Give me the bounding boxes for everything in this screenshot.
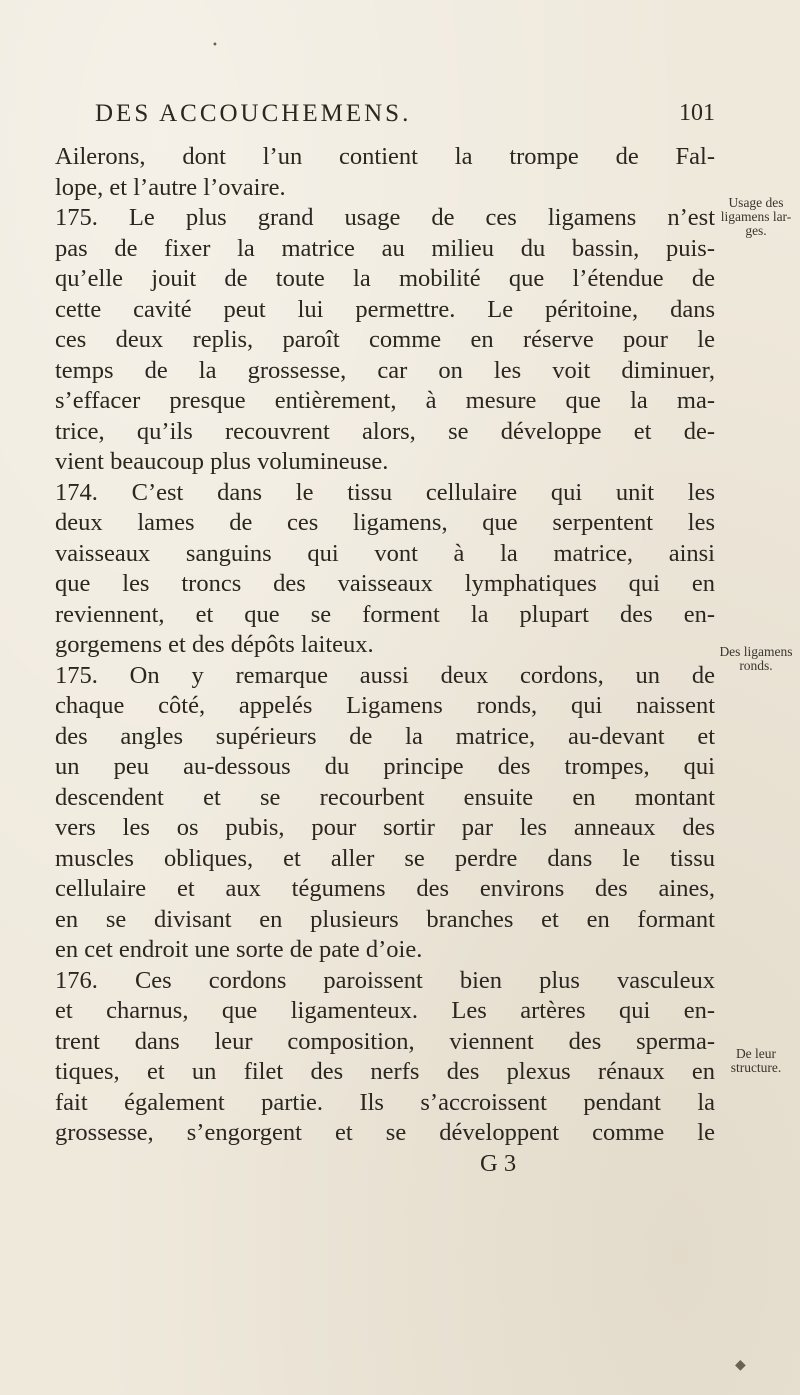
text-line: deux lames de ces ligamens, que serpentent les [55, 509, 715, 536]
text-line: grossesse, s’engorgent et se développent comme le [55, 1119, 715, 1146]
text-line: vaisseaux sanguins qui vont à la matrice, ainsi [55, 539, 715, 567]
margin-note [714, 645, 798, 673]
text-line: pas de fixer la matrice au milieu du bassin, puis- [55, 234, 715, 262]
text-line: 175. On y remarque aussi deux cordons, un de [55, 661, 715, 689]
ink-speck: • [212, 40, 218, 51]
text-line: descendent et se recourbent ensuite en montant [55, 783, 715, 811]
text-line: Ailerons, dont l’un contient la trompe de Fal- [55, 143, 715, 170]
text-line: un peu au-dessous du principe des trompes, qui [55, 753, 715, 780]
text-line: 175. Le plus grand usage de ces ligamens n’est [55, 204, 715, 231]
text-line: vient beaucoup plus volumineuse. [55, 448, 389, 475]
margin-note-line: Usage des [728, 195, 784, 210]
text-line: et charnus, que ligamenteux. Les artères qui en- [55, 997, 715, 1024]
text-line: gorgemens et des dépôts laiteux. [55, 631, 374, 658]
margin-note-line: ronds. [739, 658, 773, 673]
text-line: trent dans leur composition, viennent des sperma- [55, 1027, 715, 1055]
running-title: DES ACCOUCHEMENS. [95, 100, 412, 127]
text-line: vers les os pubis, pour sortir par les anneaux des [55, 814, 715, 841]
text-line: ces deux replis, paroît comme en réserve pour le [55, 326, 715, 353]
margin-note [714, 1047, 798, 1075]
text-line: cellulaire et aux tégumens des environs des aines, [55, 875, 715, 902]
margin-note-line: ligamens lar- [720, 209, 792, 224]
ink-speck: ◆ [735, 1357, 746, 1373]
margin-note-line: ges. [745, 223, 767, 238]
text-line: lope, et l’autre l’ovaire. [55, 173, 286, 201]
text-line: 176. Ces cordons paroissent bien plus vasculeux [55, 966, 715, 994]
text-line: cette cavité peut lui permettre. Le péritoine, dans [55, 295, 715, 323]
text-line: qu’elle jouit de toute la mobilité que l’étendue de [55, 265, 715, 292]
text-line: tiques, et un filet des nerfs des plexus rénaux en [55, 1058, 715, 1085]
signature-mark: G 3 [480, 1149, 517, 1177]
margin-note-line: De leur [735, 1046, 777, 1061]
text-line: fait également partie. Ils s’accroissent pendant la [55, 1088, 715, 1116]
body-text [55, 142, 715, 1179]
text-line: trice, qu’ils recouvrent alors, se développe et de- [55, 417, 715, 445]
text-line: en cet endroit une sorte de pate d’oie. [55, 936, 423, 963]
text-line: 174. C’est dans le tissu cellulaire qui unit les [55, 478, 715, 506]
text-line: muscles obliques, et aller se perdre dans le tissu [55, 844, 715, 872]
running-head [95, 100, 715, 140]
text-line: des angles supérieurs de la matrice, au-devant et [55, 722, 715, 750]
text-line: que les troncs des vaisseaux lymphatiques qui en [55, 570, 715, 597]
margin-note [714, 196, 798, 238]
text-line: en se divisant en plusieurs branches et en formant [55, 905, 715, 933]
text-line: temps de la grossesse, car on les voit diminuer, [55, 356, 715, 384]
text-line: s’effacer presque entièrement, à mesure que la ma- [55, 387, 715, 414]
margin-note-line: Des ligamens [719, 644, 793, 659]
page-number: 101 [679, 100, 715, 126]
text-line: chaque côté, appelés Ligamens ronds, qui naissent [55, 692, 715, 719]
margin-note-line: structure. [730, 1060, 782, 1075]
text-line: reviennent, et que se forment la plupart des en- [55, 600, 715, 628]
